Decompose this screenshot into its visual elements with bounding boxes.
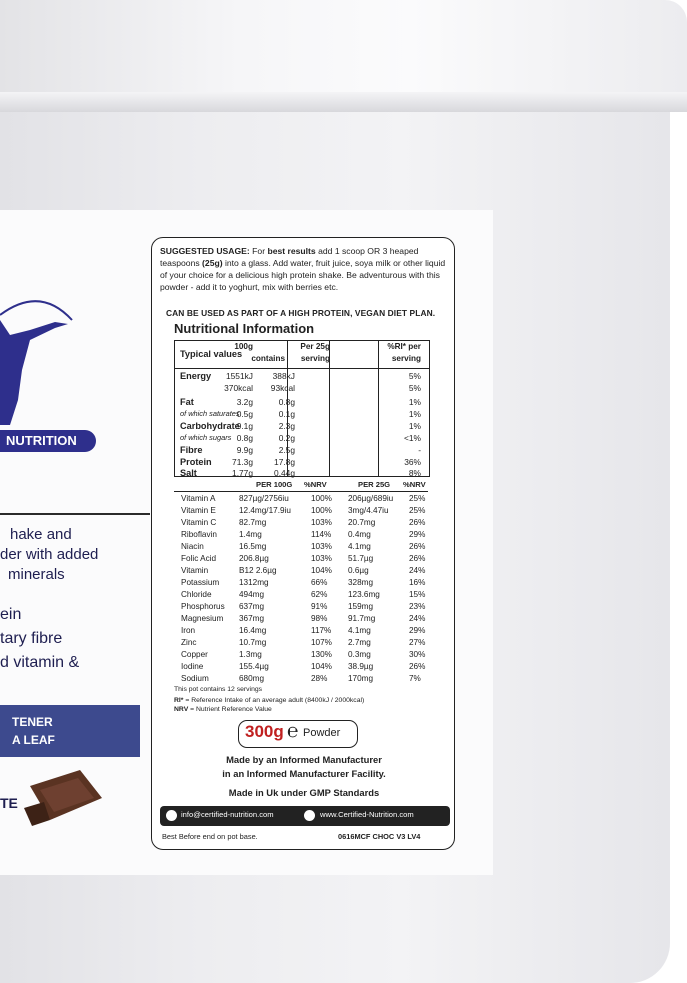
usage-text: For bbox=[249, 246, 268, 256]
nutrition-title: Nutritional Information bbox=[174, 321, 315, 336]
table-divider bbox=[378, 341, 379, 476]
header-25g: Per 25g bbox=[300, 342, 330, 351]
chocolate-icon bbox=[20, 768, 104, 828]
usage-bold: (25g) bbox=[202, 258, 223, 268]
nrv-note bbox=[174, 706, 272, 713]
nrv-text: = Nutrient Reference Value bbox=[188, 706, 272, 713]
nrv-header: PER 100G bbox=[256, 480, 293, 489]
nrv-percent: 25% bbox=[409, 494, 426, 503]
nrv-percent: 23% bbox=[409, 602, 426, 611]
nrv-percent: 107% bbox=[311, 638, 332, 647]
ri-note bbox=[174, 697, 364, 704]
nutrient-value: 1551kJ bbox=[225, 371, 253, 381]
weight-unit: Powder bbox=[303, 727, 341, 739]
nrv-label: Copper bbox=[181, 650, 208, 659]
nrv-percent: 26% bbox=[409, 518, 426, 527]
nrv-percent: 29% bbox=[409, 530, 426, 539]
nrv-percent: 104% bbox=[311, 566, 332, 575]
nrv-divider bbox=[174, 491, 428, 492]
sweetener-badge bbox=[0, 705, 140, 757]
nrv-label: Vitamin E bbox=[181, 506, 216, 515]
nrv-value: 20.7mg bbox=[348, 518, 376, 527]
nutrient-value: <1% bbox=[404, 433, 421, 443]
nrv-percent: 28% bbox=[311, 674, 328, 683]
gmp-line: Made in Uk under GMP Standards bbox=[228, 787, 380, 798]
nrv-header: %NRV bbox=[403, 480, 426, 489]
nutrient-value: 0.2g bbox=[278, 433, 295, 443]
nutrient-value: 0.5g bbox=[236, 409, 253, 419]
nutrient-label: Salt bbox=[180, 468, 197, 478]
nutrition-table bbox=[174, 340, 430, 477]
nutrient-value: 0.44g bbox=[274, 468, 295, 478]
diet-plan-note: CAN BE USED AS PART OF A HIGH PROTEIN, VEGAN DIET PLAN. bbox=[166, 308, 436, 318]
nrv-value: 680mg bbox=[239, 674, 265, 683]
e-mark: ℮ bbox=[287, 721, 299, 742]
nrv-value: 494mg bbox=[239, 590, 265, 599]
nutrient-value: 1.77g bbox=[232, 468, 253, 478]
nrv-label: Niacin bbox=[181, 542, 204, 551]
nrv-percent: 117% bbox=[311, 626, 332, 635]
nrv-header: %NRV bbox=[304, 480, 327, 489]
ri-text: = Reference Intake of an average adult (8400kJ / 2000kcal) bbox=[183, 697, 365, 704]
nrv-value: 206.8µg bbox=[239, 554, 269, 563]
nrv-percent: 66% bbox=[311, 578, 328, 587]
nrv-percent: 7% bbox=[409, 674, 421, 683]
nrv-value: 12.4mg/17.9iu bbox=[239, 506, 291, 515]
nutrient-value: 9.9g bbox=[236, 445, 253, 455]
nrv-value: 91.7mg bbox=[348, 614, 376, 623]
usage-text: into a glass. Add water, fruit juice, soya milk or other liquid of your choice for a delicious high protein shake. Be adventurous with this powder - add it to yoghurt, mix with berries etc. bbox=[160, 258, 446, 292]
nrv-label: Vitamin A bbox=[181, 494, 216, 503]
nrv-value: 170mg bbox=[348, 674, 374, 683]
nutrient-value: 17.8g bbox=[274, 457, 295, 467]
nrv-percent: 103% bbox=[311, 518, 332, 527]
nutrient-label: Protein bbox=[180, 457, 212, 467]
batch-code: 0616MCF CHOC V3 LV4 bbox=[338, 832, 421, 841]
nrv-percent: 104% bbox=[311, 662, 332, 671]
nutrient-value: 2.5g bbox=[278, 445, 295, 455]
claim-line: ein bbox=[0, 606, 22, 623]
nrv-label: Riboflavin bbox=[181, 530, 217, 539]
servings-note: This pot contains 12 servings bbox=[174, 686, 263, 693]
nutrient-value: 5% bbox=[408, 383, 421, 393]
nrv-percent: 91% bbox=[311, 602, 328, 611]
usage-text: add 1 scoop OR 3 heaped teaspoons bbox=[160, 246, 419, 268]
nrv-label: Iron bbox=[181, 626, 196, 635]
nrv-label: Potassium bbox=[181, 578, 220, 587]
manufacturer-line: Made by an Informed Manufacturer bbox=[226, 754, 382, 765]
mail-icon bbox=[166, 810, 177, 821]
claim-line: minerals bbox=[8, 566, 65, 583]
nrv-label: Vitamin C bbox=[181, 518, 217, 527]
nrv-percent: 100% bbox=[311, 494, 332, 503]
manufacturer-line: in an Informed Manufacturer Facility. bbox=[222, 768, 386, 779]
nutrient-value: 2.3g bbox=[278, 421, 295, 431]
usage-heading: SUGGESTED USAGE: bbox=[160, 246, 250, 256]
weight-amount: 300g bbox=[245, 722, 284, 741]
suggested-usage bbox=[160, 245, 452, 293]
nrv-value: 82.7mg bbox=[239, 518, 267, 527]
nutrient-value: 0.8g bbox=[278, 397, 295, 407]
globe-icon bbox=[304, 810, 315, 821]
nutrient-value: 3.2g bbox=[236, 397, 253, 407]
nutrient-value: 71.3g bbox=[232, 457, 253, 467]
nrv-value: 4.1mg bbox=[348, 542, 371, 551]
nrv-percent: 130% bbox=[311, 650, 332, 659]
nrv-value: 3mg/4.47iu bbox=[348, 506, 389, 515]
nutrient-value: 388kJ bbox=[272, 371, 295, 381]
nrv-value: 159mg bbox=[348, 602, 374, 611]
nrv-value: 38.9µg bbox=[348, 662, 374, 671]
nutrient-value: 9.1g bbox=[236, 421, 253, 431]
nrv-value: 637mg bbox=[239, 602, 265, 611]
lid-rim bbox=[0, 92, 687, 112]
nutrient-label: Carbohydrate bbox=[180, 421, 240, 431]
nrv-percent: 98% bbox=[311, 614, 328, 623]
website-link[interactable]: www.Certified-Nutrition.com bbox=[320, 810, 414, 819]
nrv-percent: 114% bbox=[311, 530, 332, 539]
nutrient-label: of which saturates bbox=[180, 409, 240, 418]
nrv-label: Magnesium bbox=[181, 614, 224, 623]
nutrient-value: 1% bbox=[408, 421, 421, 431]
nrv-percent: 25% bbox=[409, 506, 426, 515]
nrv-value: 328mg bbox=[348, 578, 374, 587]
nutrient-label: Energy bbox=[180, 371, 212, 381]
nrv-label: Folic Acid bbox=[181, 554, 217, 563]
nutrient-value: 93kcal bbox=[270, 383, 295, 393]
nrv-label: Iodine bbox=[181, 662, 204, 671]
ri-key: RI* bbox=[174, 697, 184, 704]
email-link[interactable]: info@certified-nutrition.com bbox=[181, 810, 274, 819]
nrv-header: PER 25G bbox=[358, 480, 391, 489]
nrv-percent: 30% bbox=[409, 650, 426, 659]
nrv-percent: 103% bbox=[311, 542, 332, 551]
nrv-value: 155.4µg bbox=[239, 662, 269, 671]
nutrient-label: Fibre bbox=[180, 445, 203, 455]
nrv-label: Zinc bbox=[181, 638, 197, 647]
left-claims-b bbox=[0, 603, 150, 675]
header-ri: %RI* per bbox=[387, 342, 421, 351]
nrv-percent: 29% bbox=[409, 626, 426, 635]
nrv-label: Chloride bbox=[181, 590, 212, 599]
left-divider bbox=[0, 513, 150, 515]
nrv-value: 16.4mg bbox=[239, 626, 267, 635]
nrv-value: 10.7mg bbox=[239, 638, 267, 647]
nutrient-label: of which sugars bbox=[180, 433, 232, 442]
nrv-key: NRV bbox=[174, 706, 189, 713]
nrv-percent: 26% bbox=[409, 662, 426, 671]
header-ri: serving bbox=[391, 354, 421, 363]
nutrient-value: 0.1g bbox=[278, 409, 295, 419]
nutrient-value: - bbox=[418, 445, 421, 455]
nrv-percent: 24% bbox=[409, 566, 426, 575]
table-divider bbox=[175, 368, 429, 369]
nrv-percent: 24% bbox=[409, 614, 426, 623]
nrv-percent: 15% bbox=[409, 590, 426, 599]
nutrient-value: 5% bbox=[408, 371, 421, 381]
header-25g: serving bbox=[300, 354, 330, 363]
flavour-text: TE bbox=[0, 795, 18, 811]
sweetener-line: TENER bbox=[12, 715, 53, 729]
nrv-value: 0.6µg bbox=[348, 566, 369, 575]
nrv-value: 2.7mg bbox=[348, 638, 371, 647]
best-before: Best Before end on pot base. bbox=[162, 832, 258, 841]
nutrient-value: 36% bbox=[404, 457, 421, 467]
nrv-value: 0.3mg bbox=[348, 650, 371, 659]
claim-line: hake and bbox=[10, 526, 72, 543]
nutrient-value: 1% bbox=[408, 409, 421, 419]
nrv-percent: 26% bbox=[409, 542, 426, 551]
nutrient-value: 0.8g bbox=[236, 433, 253, 443]
nrv-percent: 26% bbox=[409, 554, 426, 563]
nrv-value: 827µg/2756iu bbox=[239, 494, 289, 503]
nutrient-value: 370kcal bbox=[224, 383, 253, 393]
nrv-label: Phosphorus bbox=[181, 602, 225, 611]
nrv-value: 1.4mg bbox=[239, 530, 262, 539]
info-panel bbox=[151, 237, 455, 850]
nrv-percent: 62% bbox=[311, 590, 328, 599]
athlete-logo-icon bbox=[0, 280, 75, 430]
net-weight-box bbox=[238, 720, 358, 748]
nrv-value: 51.7µg bbox=[348, 554, 374, 563]
header-100g: 100g bbox=[234, 342, 253, 351]
nrv-value: 16.5mg bbox=[239, 542, 267, 551]
nutrient-value: 1% bbox=[408, 397, 421, 407]
left-claims-a bbox=[0, 525, 150, 585]
header-100g: contains bbox=[251, 354, 285, 363]
claim-line: d vitamin & bbox=[0, 654, 80, 671]
nrv-value: 367mg bbox=[239, 614, 265, 623]
nrv-value: B12 2.6µg bbox=[239, 566, 277, 575]
nrv-label: Vitamin bbox=[181, 566, 209, 575]
nutrient-label: Fat bbox=[180, 397, 194, 407]
claim-line: der with added bbox=[0, 546, 99, 563]
nutrient-value: 8% bbox=[408, 468, 421, 478]
contact-bar bbox=[160, 806, 450, 826]
nrv-percent: 100% bbox=[311, 506, 332, 515]
nrv-value: 1312mg bbox=[239, 578, 269, 587]
nrv-value: 123.6mg bbox=[348, 590, 380, 599]
brand-logo-band: NUTRITION bbox=[0, 430, 96, 452]
nrv-percent: 27% bbox=[409, 638, 426, 647]
sweetener-line: A LEAF bbox=[12, 733, 55, 747]
header-typical: Typical values bbox=[180, 349, 243, 359]
nrv-value: 1.3mg bbox=[239, 650, 262, 659]
nrv-label: Sodium bbox=[181, 674, 209, 683]
nrv-percent: 16% bbox=[409, 578, 426, 587]
nrv-value: 4.1mg bbox=[348, 626, 371, 635]
nrv-value: 0.4mg bbox=[348, 530, 371, 539]
usage-bold: best results bbox=[267, 246, 316, 256]
nrv-percent: 103% bbox=[311, 554, 332, 563]
nrv-value: 206µg/689iu bbox=[348, 494, 394, 503]
claim-line: tary fibre bbox=[0, 630, 63, 647]
